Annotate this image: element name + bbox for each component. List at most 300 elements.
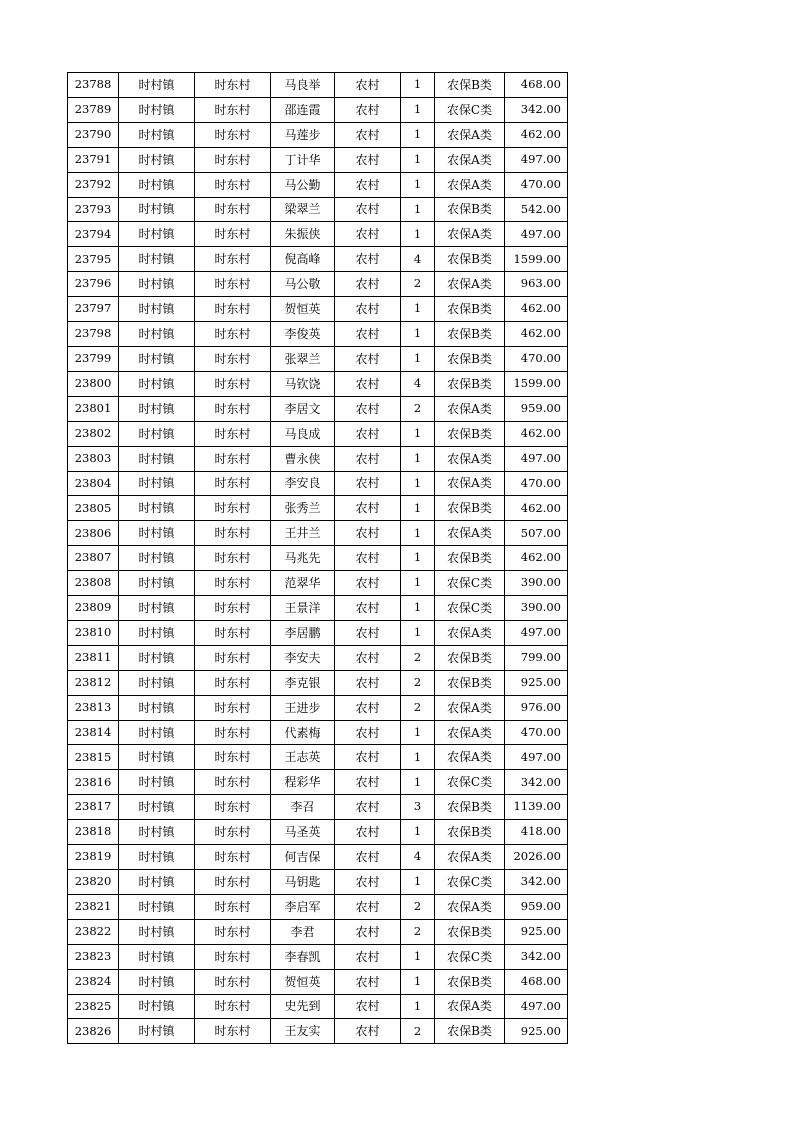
town-cell: 时村镇 [119,695,195,720]
area-type-cell: 农村 [335,919,401,944]
insurance-class-cell: 农保B类 [435,496,505,521]
insurance-class-cell: 农保C类 [435,770,505,795]
village-cell: 时东村 [195,695,271,720]
record-id-cell: 23823 [68,944,119,969]
village-cell: 时东村 [195,396,271,421]
insurance-class-cell: 农保B类 [435,197,505,222]
amount-cell: 462.00 [505,322,568,347]
village-cell: 时东村 [195,521,271,546]
town-cell: 时村镇 [119,571,195,596]
member-count-cell: 4 [401,845,435,870]
area-type-cell: 农村 [335,795,401,820]
insurance-class-cell: 农保A类 [435,147,505,172]
amount-cell: 470.00 [505,720,568,745]
town-cell: 时村镇 [119,870,195,895]
area-type-cell: 农村 [335,322,401,347]
village-cell: 时东村 [195,770,271,795]
record-id-cell: 23794 [68,222,119,247]
member-count-cell: 1 [401,521,435,546]
amount-cell: 470.00 [505,346,568,371]
member-count-cell: 1 [401,770,435,795]
member-count-cell: 1 [401,122,435,147]
town-cell: 时村镇 [119,645,195,670]
town-cell: 时村镇 [119,919,195,944]
record-id-cell: 23814 [68,720,119,745]
record-id-cell: 23802 [68,421,119,446]
village-cell: 时东村 [195,147,271,172]
member-count-cell: 4 [401,371,435,396]
town-cell: 时村镇 [119,97,195,122]
member-count-cell: 1 [401,222,435,247]
insurance-class-cell: 农保A类 [435,695,505,720]
insurance-class-cell: 农保B类 [435,421,505,446]
amount-cell: 542.00 [505,197,568,222]
person-name-cell: 马公勤 [271,172,335,197]
area-type-cell: 农村 [335,1019,401,1044]
amount-cell: 462.00 [505,421,568,446]
village-cell: 时东村 [195,322,271,347]
area-type-cell: 农村 [335,994,401,1019]
town-cell: 时村镇 [119,147,195,172]
town-cell: 时村镇 [119,770,195,795]
insurance-class-cell: 农保C类 [435,870,505,895]
amount-cell: 925.00 [505,919,568,944]
insurance-class-cell: 农保A类 [435,172,505,197]
table-row [68,745,568,770]
person-name-cell: 王景洋 [271,596,335,621]
member-count-cell: 1 [401,147,435,172]
town-cell: 时村镇 [119,222,195,247]
insurance-class-cell: 农保A类 [435,396,505,421]
amount-cell: 507.00 [505,521,568,546]
member-count-cell: 2 [401,1019,435,1044]
table-row [68,546,568,571]
table-row [68,820,568,845]
town-cell: 时村镇 [119,172,195,197]
record-id-cell: 23811 [68,645,119,670]
person-name-cell: 王志英 [271,745,335,770]
village-cell: 时东村 [195,795,271,820]
area-type-cell: 农村 [335,272,401,297]
amount-cell: 1599.00 [505,371,568,396]
record-id-cell: 23808 [68,571,119,596]
amount-cell: 1599.00 [505,247,568,272]
area-type-cell: 农村 [335,421,401,446]
record-id-cell: 23824 [68,969,119,994]
area-type-cell: 农村 [335,571,401,596]
amount-cell: 462.00 [505,122,568,147]
village-cell: 时东村 [195,944,271,969]
amount-cell: 418.00 [505,820,568,845]
person-name-cell: 李召 [271,795,335,820]
table-body [68,73,568,1044]
village-cell: 时东村 [195,222,271,247]
area-type-cell: 农村 [335,371,401,396]
amount-cell: 468.00 [505,73,568,98]
amount-cell: 976.00 [505,695,568,720]
table-row [68,596,568,621]
town-cell: 时村镇 [119,272,195,297]
record-id-cell: 23813 [68,695,119,720]
insurance-class-cell: 农保B类 [435,371,505,396]
town-cell: 时村镇 [119,546,195,571]
town-cell: 时村镇 [119,297,195,322]
amount-cell: 959.00 [505,894,568,919]
insurance-class-cell: 农保C类 [435,571,505,596]
village-cell: 时东村 [195,969,271,994]
table-row [68,446,568,471]
amount-cell: 497.00 [505,147,568,172]
table-row [68,870,568,895]
person-name-cell: 范翠华 [271,571,335,596]
table-row [68,197,568,222]
table-row [68,670,568,695]
town-cell: 时村镇 [119,346,195,371]
village-cell: 时东村 [195,346,271,371]
amount-cell: 342.00 [505,944,568,969]
member-count-cell: 1 [401,745,435,770]
person-name-cell: 李君 [271,919,335,944]
member-count-cell: 1 [401,346,435,371]
insurance-class-cell: 农保C类 [435,97,505,122]
village-cell: 时东村 [195,97,271,122]
member-count-cell: 1 [401,571,435,596]
town-cell: 时村镇 [119,720,195,745]
person-name-cell: 何吉保 [271,845,335,870]
area-type-cell: 农村 [335,197,401,222]
amount-cell: 497.00 [505,222,568,247]
area-type-cell: 农村 [335,645,401,670]
town-cell: 时村镇 [119,620,195,645]
member-count-cell: 1 [401,820,435,845]
village-cell: 时东村 [195,446,271,471]
amount-cell: 2026.00 [505,845,568,870]
member-count-cell: 1 [401,720,435,745]
village-cell: 时东村 [195,845,271,870]
person-name-cell: 李启军 [271,894,335,919]
amount-cell: 468.00 [505,969,568,994]
record-id-cell: 23816 [68,770,119,795]
person-name-cell: 李安良 [271,471,335,496]
village-cell: 时东村 [195,670,271,695]
person-name-cell: 马钦饶 [271,371,335,396]
village-cell: 时东村 [195,197,271,222]
area-type-cell: 农村 [335,894,401,919]
area-type-cell: 农村 [335,97,401,122]
table-row [68,944,568,969]
area-type-cell: 农村 [335,969,401,994]
insurance-class-cell: 农保A类 [435,745,505,770]
amount-cell: 925.00 [505,670,568,695]
insurance-class-cell: 农保B类 [435,820,505,845]
person-name-cell: 丁计华 [271,147,335,172]
village-cell: 时东村 [195,297,271,322]
record-id-cell: 23819 [68,845,119,870]
member-count-cell: 1 [401,446,435,471]
amount-cell: 470.00 [505,172,568,197]
amount-cell: 963.00 [505,272,568,297]
record-id-cell: 23822 [68,919,119,944]
person-name-cell: 马莲步 [271,122,335,147]
amount-cell: 462.00 [505,496,568,521]
town-cell: 时村镇 [119,745,195,770]
table-row [68,969,568,994]
member-count-cell: 1 [401,172,435,197]
insurance-class-cell: 农保A类 [435,620,505,645]
area-type-cell: 农村 [335,297,401,322]
area-type-cell: 农村 [335,546,401,571]
town-cell: 时村镇 [119,894,195,919]
record-id-cell: 23806 [68,521,119,546]
record-id-cell: 23796 [68,272,119,297]
area-type-cell: 农村 [335,346,401,371]
table-row [68,994,568,1019]
table-row [68,396,568,421]
insurance-class-cell: 农保A类 [435,845,505,870]
insurance-class-cell: 农保B类 [435,919,505,944]
table-row [68,322,568,347]
village-cell: 时东村 [195,272,271,297]
area-type-cell: 农村 [335,446,401,471]
table-row [68,421,568,446]
record-id-cell: 23790 [68,122,119,147]
town-cell: 时村镇 [119,73,195,98]
table-row [68,496,568,521]
town-cell: 时村镇 [119,944,195,969]
table-row [68,720,568,745]
insurance-class-cell: 农保B类 [435,73,505,98]
town-cell: 时村镇 [119,845,195,870]
insurance-class-cell: 农保A类 [435,446,505,471]
village-cell: 时东村 [195,994,271,1019]
record-id-cell: 23821 [68,894,119,919]
area-type-cell: 农村 [335,670,401,695]
member-count-cell: 1 [401,322,435,347]
person-name-cell: 马良举 [271,73,335,98]
village-cell: 时东村 [195,571,271,596]
table-row [68,795,568,820]
person-name-cell: 贺恒英 [271,969,335,994]
amount-cell: 342.00 [505,97,568,122]
amount-cell: 390.00 [505,571,568,596]
member-count-cell: 1 [401,994,435,1019]
village-cell: 时东村 [195,1019,271,1044]
record-id-cell: 23804 [68,471,119,496]
area-type-cell: 农村 [335,695,401,720]
record-id-cell: 23801 [68,396,119,421]
person-name-cell: 倪高峰 [271,247,335,272]
record-id-cell: 23810 [68,620,119,645]
area-type-cell: 农村 [335,247,401,272]
village-cell: 时东村 [195,122,271,147]
amount-cell: 342.00 [505,770,568,795]
person-name-cell: 张秀兰 [271,496,335,521]
area-type-cell: 农村 [335,720,401,745]
village-cell: 时东村 [195,496,271,521]
insurance-class-cell: 农保B类 [435,795,505,820]
member-count-cell: 1 [401,870,435,895]
area-type-cell: 农村 [335,73,401,98]
insurance-class-cell: 农保A类 [435,122,505,147]
member-count-cell: 1 [401,421,435,446]
town-cell: 时村镇 [119,820,195,845]
insurance-class-cell: 农保B类 [435,1019,505,1044]
table-row [68,1019,568,1044]
town-cell: 时村镇 [119,795,195,820]
table-row [68,97,568,122]
person-name-cell: 梁翠兰 [271,197,335,222]
person-name-cell: 程彩华 [271,770,335,795]
member-count-cell: 1 [401,546,435,571]
record-id-cell: 23795 [68,247,119,272]
amount-cell: 470.00 [505,471,568,496]
table-row [68,272,568,297]
table-row [68,770,568,795]
amount-cell: 497.00 [505,620,568,645]
member-count-cell: 1 [401,496,435,521]
table-row [68,297,568,322]
area-type-cell: 农村 [335,147,401,172]
person-name-cell: 李安夫 [271,645,335,670]
record-id-cell: 23791 [68,147,119,172]
village-cell: 时东村 [195,596,271,621]
town-cell: 时村镇 [119,1019,195,1044]
member-count-cell: 2 [401,894,435,919]
insurance-class-cell: 农保B类 [435,346,505,371]
member-count-cell: 1 [401,471,435,496]
insurance-class-cell: 农保A类 [435,272,505,297]
insurance-class-cell: 农保B类 [435,297,505,322]
amount-cell: 390.00 [505,596,568,621]
person-name-cell: 马钥匙 [271,870,335,895]
village-cell: 时东村 [195,172,271,197]
village-cell: 时东村 [195,870,271,895]
record-id-cell: 23809 [68,596,119,621]
area-type-cell: 农村 [335,172,401,197]
village-cell: 时东村 [195,546,271,571]
record-id-cell: 23792 [68,172,119,197]
person-name-cell: 李居文 [271,396,335,421]
person-name-cell: 李居鹏 [271,620,335,645]
table-row [68,371,568,396]
town-cell: 时村镇 [119,670,195,695]
member-count-cell: 1 [401,297,435,322]
record-id-cell: 23793 [68,197,119,222]
table-row [68,894,568,919]
person-name-cell: 李俊英 [271,322,335,347]
record-id-cell: 23817 [68,795,119,820]
insurance-class-cell: 农保B类 [435,546,505,571]
record-id-cell: 23812 [68,670,119,695]
record-id-cell: 23799 [68,346,119,371]
person-name-cell: 邵连霞 [271,97,335,122]
amount-cell: 497.00 [505,446,568,471]
member-count-cell: 1 [401,969,435,994]
person-name-cell: 史先到 [271,994,335,1019]
town-cell: 时村镇 [119,496,195,521]
insurance-class-cell: 农保C类 [435,944,505,969]
member-count-cell: 2 [401,695,435,720]
table-row [68,695,568,720]
member-count-cell: 4 [401,247,435,272]
person-name-cell: 李克银 [271,670,335,695]
village-cell: 时东村 [195,919,271,944]
town-cell: 时村镇 [119,421,195,446]
area-type-cell: 农村 [335,620,401,645]
village-cell: 时东村 [195,471,271,496]
record-id-cell: 23805 [68,496,119,521]
record-id-cell: 23788 [68,73,119,98]
area-type-cell: 农村 [335,521,401,546]
town-cell: 时村镇 [119,471,195,496]
insurance-class-cell: 农保B类 [435,670,505,695]
amount-cell: 925.00 [505,1019,568,1044]
area-type-cell: 农村 [335,845,401,870]
record-id-cell: 23820 [68,870,119,895]
person-name-cell: 贺恒英 [271,297,335,322]
insurance-class-cell: 农保A类 [435,994,505,1019]
records-table [67,72,568,1044]
amount-cell: 799.00 [505,645,568,670]
insurance-class-cell: 农保B类 [435,969,505,994]
member-count-cell: 2 [401,645,435,670]
area-type-cell: 农村 [335,496,401,521]
table-row [68,222,568,247]
table-row [68,147,568,172]
table-row [68,620,568,645]
insurance-class-cell: 农保C类 [435,596,505,621]
record-id-cell: 23797 [68,297,119,322]
table-row [68,845,568,870]
town-cell: 时村镇 [119,994,195,1019]
record-id-cell: 23807 [68,546,119,571]
person-name-cell: 王进步 [271,695,335,720]
person-name-cell: 马圣英 [271,820,335,845]
insurance-class-cell: 农保A类 [435,521,505,546]
amount-cell: 497.00 [505,745,568,770]
member-count-cell: 2 [401,272,435,297]
village-cell: 时东村 [195,645,271,670]
area-type-cell: 农村 [335,944,401,969]
person-name-cell: 马兆先 [271,546,335,571]
insurance-class-cell: 农保B类 [435,645,505,670]
table-row [68,346,568,371]
insurance-class-cell: 农保A类 [435,894,505,919]
person-name-cell: 王友实 [271,1019,335,1044]
record-id-cell: 23789 [68,97,119,122]
table-row [68,919,568,944]
town-cell: 时村镇 [119,322,195,347]
table-row [68,645,568,670]
member-count-cell: 1 [401,944,435,969]
town-cell: 时村镇 [119,197,195,222]
table-row [68,571,568,596]
table-row [68,247,568,272]
table-row [68,122,568,147]
area-type-cell: 农村 [335,122,401,147]
person-name-cell: 张翠兰 [271,346,335,371]
village-cell: 时东村 [195,620,271,645]
town-cell: 时村镇 [119,596,195,621]
amount-cell: 462.00 [505,546,568,571]
town-cell: 时村镇 [119,521,195,546]
member-count-cell: 2 [401,919,435,944]
area-type-cell: 农村 [335,745,401,770]
village-cell: 时东村 [195,73,271,98]
amount-cell: 342.00 [505,870,568,895]
area-type-cell: 农村 [335,820,401,845]
person-name-cell: 马良成 [271,421,335,446]
